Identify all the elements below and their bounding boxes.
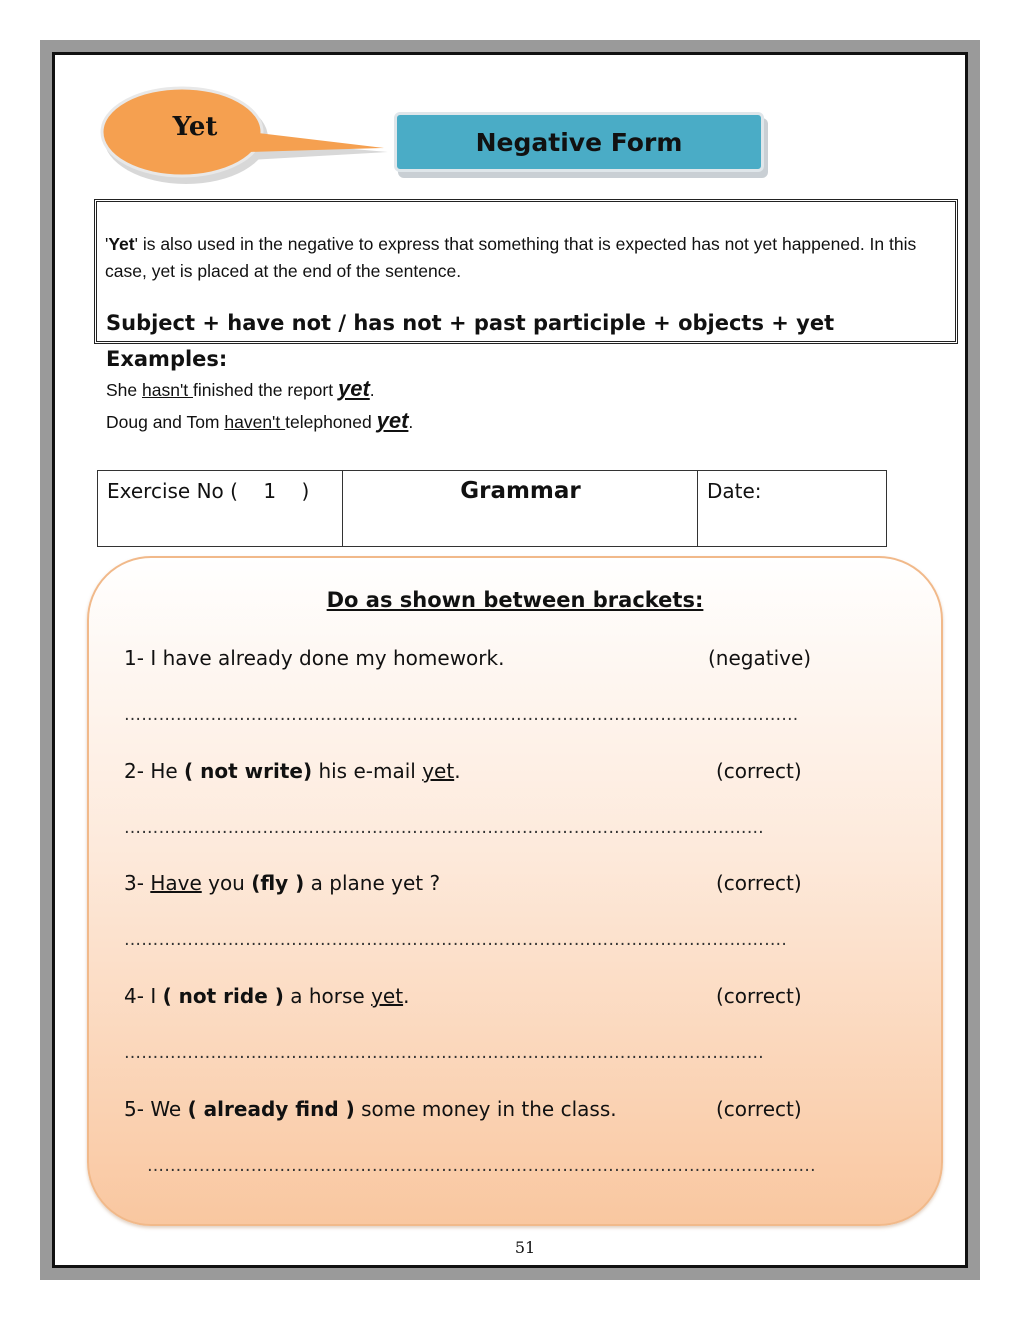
banner-title: Negative Form <box>394 112 764 172</box>
example-text: . <box>369 380 375 400</box>
question-2 <box>124 759 461 783</box>
question-underlined: yet <box>422 759 455 783</box>
example-yet: yet <box>376 408 409 433</box>
question-text: a horse <box>283 984 372 1008</box>
example-aux: haven't <box>224 412 286 432</box>
exercise-table <box>97 470 887 547</box>
question-number: 5- <box>124 1097 151 1121</box>
question-text: . <box>403 984 410 1008</box>
question-5 <box>124 1097 617 1121</box>
exercise-subject-cell <box>343 471 698 546</box>
question-underlined: Have <box>150 871 202 895</box>
example-line <box>106 376 375 402</box>
question-text: his e-mail <box>312 759 423 783</box>
example-text: She <box>106 380 142 400</box>
rule-text: 'Yet' is also used in the negative to express that something that is expected has not yet happened. In this case, yet is placed at the end of the sentence. <box>105 234 917 281</box>
question-5-instruction: (correct) <box>716 1097 802 1121</box>
panel-title: Do as shown between brackets: <box>326 588 704 612</box>
question-text: I have already done my homework. <box>150 646 505 670</box>
question-number: 1- <box>124 646 151 670</box>
answer-line-1[interactable]: ……………………………………………………………………………………………………... <box>124 705 799 725</box>
question-text: a plane yet ? <box>304 871 441 895</box>
question-number: 3- <box>124 871 151 895</box>
question-3 <box>124 871 440 895</box>
example-text: finished the report <box>193 380 338 400</box>
exercise-number-cell <box>98 471 343 546</box>
example-text: Doug and Tom <box>106 412 225 432</box>
question-verb: ( not write) <box>184 759 313 783</box>
example-line <box>106 408 413 434</box>
question-1-instruction: (negative) <box>708 646 812 670</box>
example-text: telephoned <box>285 412 377 432</box>
rule-keyword: Yet <box>108 234 135 254</box>
question-1 <box>124 646 504 670</box>
question-text: We <box>150 1097 188 1121</box>
question-number: 4- <box>124 984 151 1008</box>
question-text: some money in the class. <box>354 1097 617 1121</box>
question-verb: ( already find ) <box>187 1097 355 1121</box>
question-4 <box>124 984 409 1008</box>
exercise-date-cell <box>698 471 886 546</box>
example-aux: hasn't <box>142 380 194 400</box>
page-number: 51 <box>514 1238 536 1257</box>
question-verb: ( not ride ) <box>162 984 284 1008</box>
answer-line-2[interactable]: ………………………………………………………………………………………………… <box>124 818 765 838</box>
yet-speech-bubble <box>100 82 400 192</box>
examples-title: Examples: <box>106 347 228 371</box>
question-3-instruction: (correct) <box>716 871 802 895</box>
exercise-subject: Grammar <box>460 478 581 504</box>
answer-line-5[interactable]: …………………………………………………………………………………………………….. <box>147 1156 816 1176</box>
exercise-date: Date: <box>707 479 762 503</box>
example-yet: yet <box>337 376 370 401</box>
bubble-label: Yet <box>172 112 218 142</box>
answer-line-4[interactable]: ………………………………………………………………………………………………… <box>124 1043 765 1063</box>
question-text: you <box>201 871 252 895</box>
question-underlined: yet <box>371 984 404 1008</box>
question-2-instruction: (correct) <box>716 759 802 783</box>
rule-formula: Subject + have not / has not + past participle + objects + yet <box>106 311 835 335</box>
question-verb: (fly ) <box>251 871 305 895</box>
exercise-number: Exercise No ( 1 ) <box>107 479 310 503</box>
question-text: . <box>454 759 461 783</box>
question-4-instruction: (correct) <box>716 984 802 1008</box>
question-number: 2- <box>124 759 151 783</box>
question-text: I <box>150 984 163 1008</box>
rule-explanation: ' is also used in the negative to express that something that is expected has not yet happened. In this case, yet is placed at the end of the sentence. <box>105 234 917 281</box>
answer-line-3[interactable]: ……………………………………………………………………………………………………. <box>124 930 788 950</box>
example-text: . <box>408 412 414 432</box>
question-text: He <box>150 759 185 783</box>
